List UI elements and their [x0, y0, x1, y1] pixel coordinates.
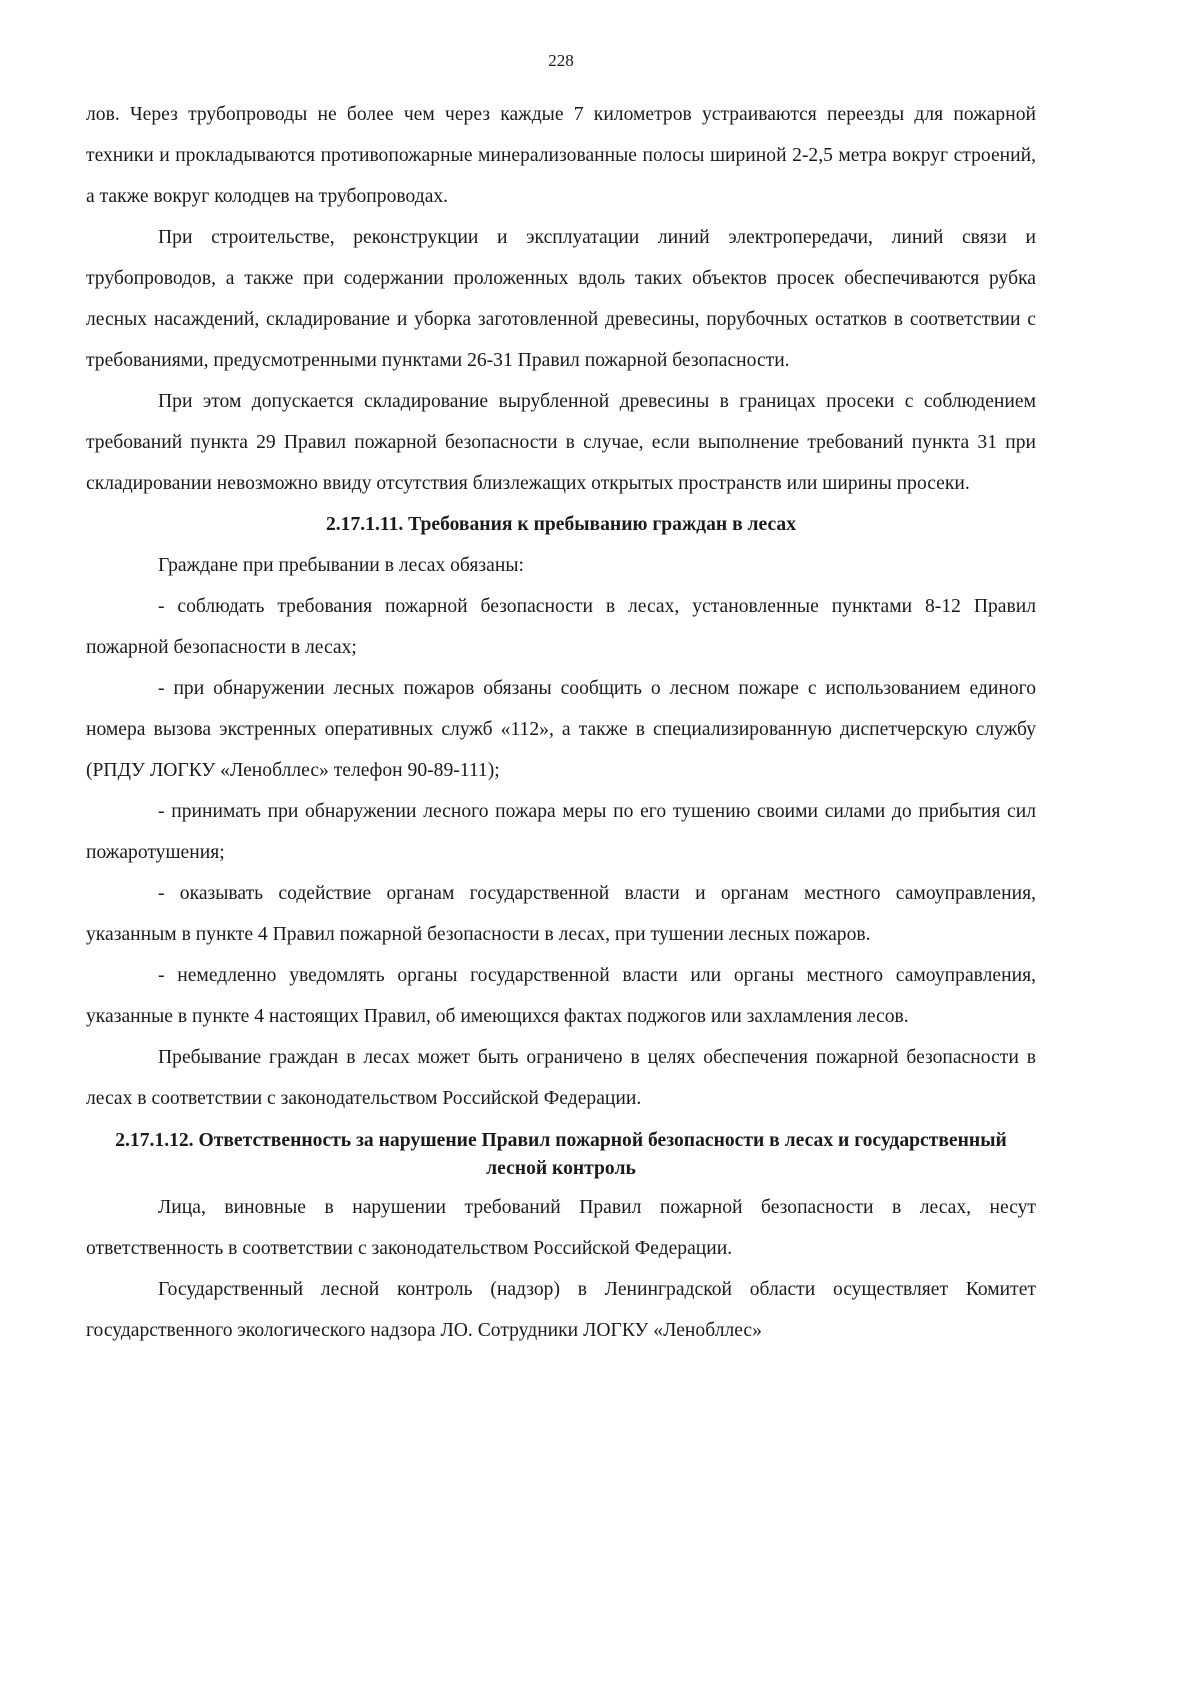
list-item-report-fire: - при обнаружении лесных пожаров обязаны сообщить о лесном пожаре с использованием единого номера вызова экстренных оперативных служб «112», а также в специализированную диспетчерскую службу (РПДУ ЛОГКУ «Ленобллес» телефон 90-89-111); — [86, 678, 1036, 781]
section-heading-responsibility: 2.17.1.12. Ответственность за нарушение Правил пожарной безопасности в лесах и государственный лесной контроль — [115, 1130, 1007, 1179]
list-item-extinguish-fire: - принимать при обнаружении лесного пожара меры по его тушению своими силами до прибытия сил пожаротушения; — [86, 801, 1036, 863]
paragraph-wood-storage: При этом допускается складирование вырубленной древесины в границах просеки с соблюдением требований пункта 29 Правил пожарной безопасности в случае, если выполнение требований пункта 31 при складировании невозможно ввиду отсутствия близлежащих открытых пространств или ширины просеки. — [86, 391, 1036, 494]
paragraph-stay-restriction: Пребывание граждан в лесах может быть ограничено в целях обеспечения пожарной безопасности в лесах в соответствии с законодательством Российской Федерации. — [86, 1047, 1036, 1109]
paragraph-pipelines-crossings: лов. Через трубопроводы не более чем через каждые 7 километров устраиваются переезды для пожарной техники и прокладываются противопожарные минерализованные полосы шириной 2-2,5 метра вокруг строений, а также вокруг колодцев на трубопроводах. — [86, 104, 1036, 207]
paragraph-state-forest-control: Государственный лесной контроль (надзор) в Ленинградской области осуществляет Комитет государственного экологического надзора ЛО. Сотрудники ЛОГКУ «Ленобллес» — [86, 1279, 1036, 1341]
list-item-notify-arson: - немедленно уведомлять органы государственной власти или органы местного самоуправления, указанные в пункте 4 настоящих Правил, об имеющихся фактах поджогов или захламления лесов. — [86, 965, 1036, 1027]
list-item-observe-requirements: - соблюдать требования пожарной безопасности в лесах, установленные пунктами 8-12 Правил пожарной безопасности в лесах; — [86, 596, 1036, 658]
list-item-assist-authorities: - оказывать содействие органам государственной власти и органам местного самоуправления, указанным в пункте 4 Правил пожарной безопасности в лесах, при тушении лесных пожаров. — [86, 883, 1036, 945]
document-page — [86, 50, 1036, 1351]
page-number: 228 — [548, 51, 574, 70]
section-heading-citizens-stay: 2.17.1.11. Требования к пребыванию граждан в лесах — [325, 514, 797, 535]
paragraph-citizens-obliged: Граждане при пребывании в лесах обязаны: — [158, 555, 524, 576]
paragraph-liability: Лица, виновные в нарушении требований Правил пожарной безопасности в лесах, несут ответственность в соответствии с законодательством Российской Федерации. — [86, 1197, 1036, 1259]
paragraph-power-lines-clearing: При строительстве, реконструкции и эксплуатации линий электропередачи, линий связи и трубопроводов, а также при содержании проложенных вдоль таких объектов просек обеспечиваются рубка лесных насаждений, складирование и уборка заготовленной древесины, порубочных остатков в соответствии с требованиями, предусмотренными пунктами 26-31 Правил пожарной безопасности. — [86, 227, 1036, 371]
